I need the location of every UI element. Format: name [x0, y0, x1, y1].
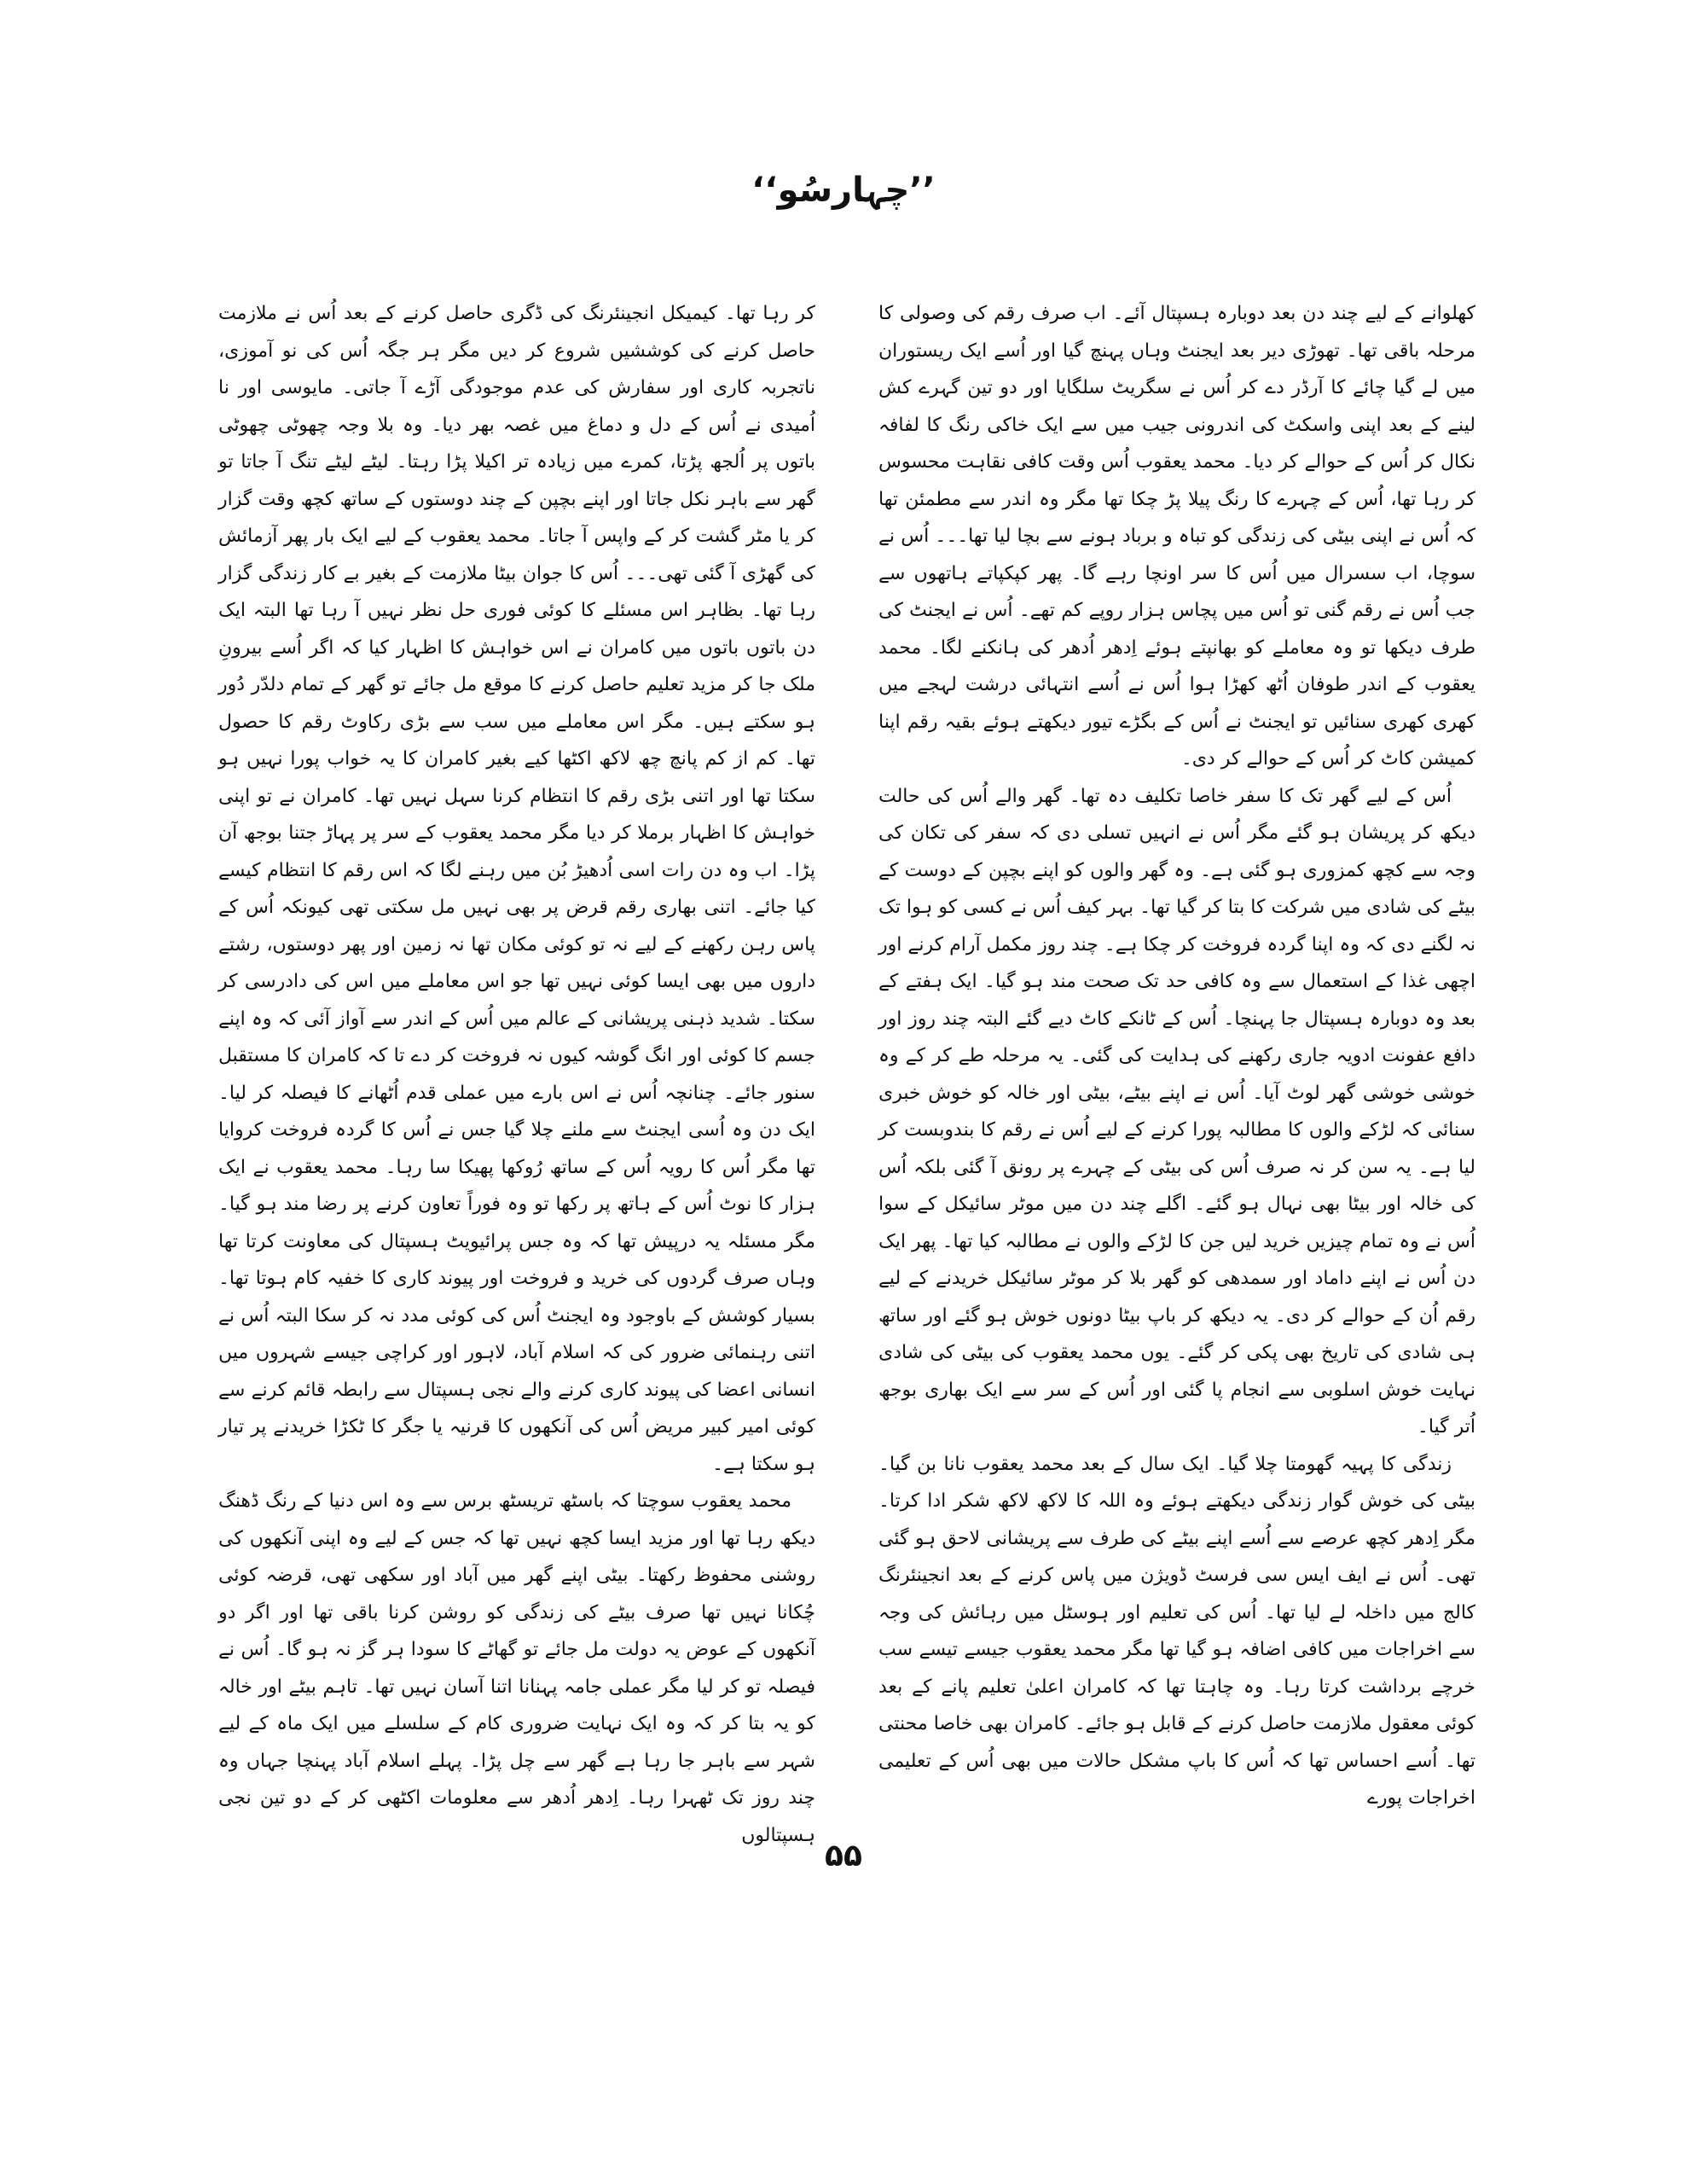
page-header — [0, 171, 1687, 210]
left-column — [218, 295, 815, 1846]
paragraph: اُس کے لیے گھر تک کا سفر خاصا تکلیف دہ تھا۔ گھر والے اُس کی حالت دیکھ کر پریشان ہو گئے مگر اُس نے انہیں تسلی دی کہ سفر کی تکان کی وجہ سے کچھ کمزوری ہو گئی ہے۔ وہ گھر والوں کو اپنے بچپن کے دوست کے بیٹے کی شادی میں شرکت کا بتا کر گیا تھا۔ بہر کیف اُس نے کسی کو ہوا تک نہ لگنے دی کہ وہ اپنا گردہ فروخت کر چکا ہے۔ چند روز مکمل آرام کرنے اور اچھی غذا کے استعمال سے وہ کافی حد تک صحت مند ہو گیا۔ ایک ہفتے کے بعد وہ دوبارہ ہسپتال جا پہنچا۔ اُس کے ٹانکے کاٹ دیے گئے البتہ چند روز اور دافع عفونت ادویہ جاری رکھنے کی ہدایت کی گئی۔ یہ مرحلہ طے کر کے وہ خوشی خوشی گھر لوٹ آیا۔ اُس نے اپنے بیٹے، بیٹی اور خالہ کو خوش خبری سنائی کہ لڑکے والوں کا مطالبہ پورا کرنے کے لیے اُس نے رقم کا بندوبست کر لیا ہے۔ یہ سن کر نہ صرف اُس کی بیٹی کے چہرے پر رونق آ گئی بلکہ اُس کی خالہ اور بیٹا بھی نہال ہو گئے۔ اگلے چند دن میں موٹر سائیکل کے سوا اُس نے وہ تمام چیزیں خرید لیں جن کا لڑکے والوں نے مطالبہ کیا تھا۔ پھر ایک دن اُس نے اپنے داماد اور سمدھی کو گھر بلا کر موٹر سائیکل خریدنے کے لیے رقم اُن کے حوالے کر دی۔ یہ دیکھ کر باپ بیٹا دونوں خوش ہو گئے اور ساتھ ہی شادی کی تاریخ بھی پکی کر گئے۔ یوں محمد یعقوب کی بیٹی کی شادی نہایت خوش اسلوبی سے انجام پا گئی اور اُس کے سر سے ایک بھاری بوجھ اُتر گیا۔ — [878, 785, 1475, 1438]
article-body — [218, 295, 1475, 1846]
paragraph: محمد یعقوب سوچتا کہ باسٹھ تریسٹھ برس سے وہ اس دنیا کے رنگ ڈھنگ دیکھ رہا تھا اور مزید ایسا کچھ نہیں تھا کہ جس کے لیے وہ اپنی آنکھوں کی روشنی محفوظ رکھتا۔ بیٹی اپنے گھر میں آباد اور سکھی تھی، قرضہ کوئی چُکانا نہیں تھا صرف بیٹے کی زندگی کو روشن کرنا باقی تھا اور اگر دو آنکھوں کے عوض یہ دولت مل جائے تو گھاٹے کا سودا ہر گز نہ ہو گا۔ اُس نے فیصلہ تو کر لیا مگر عملی جامہ پہنانا اتنا آسان نہیں تھا۔ تاہم بیٹے اور خالہ کو یہ بتا کر کہ وہ ایک نہایت ضروری کام کے سلسلے میں ایک ماہ کے لیے شہر سے باہر جا رہا ہے گھر سے چل پڑا۔ پہلے اسلام آباد پہنچا جہاں وہ چند روز تک ٹھہرا رہا۔ اِدھر اُدھر سے معلومات اکٹھی کر کے دو تین نجی ہسپتالوں — [218, 1490, 815, 1846]
paragraph: کر رہا تھا۔ کیمیکل انجینئرنگ کی ڈگری حاصل کرنے کے بعد اُس نے ملازمت حاصل کرنے کی کوششیں شروع کر دیں مگر ہر جگہ اُس کی نو آموزی، ناتجربہ کاری اور سفارش کی عدم موجودگی آڑے آ جاتی۔ مایوسی اور نا اُمیدی نے اُس کے دل و دماغ میں غصہ بھر دیا۔ وہ بلا وجہ چھوٹی چھوٹی باتوں پر اُلجھ پڑتا، کمرے میں زیادہ تر اکیلا پڑا رہتا۔ لیٹے لیٹے تنگ آ جاتا تو گھر سے باہر نکل جاتا اور اپنے بچپن کے چند دوستوں کے ساتھ کچھ وقت گزار کر یا مٹر گشت کر کے واپس آ جاتا۔ محمد یعقوب کے لیے ایک بار پھر آزمائش کی گھڑی آ گئی تھی۔۔۔ اُس کا جوان بیٹا ملازمت کے بغیر بے کار زندگی گزار رہا تھا۔ بظاہر اس مسئلے کا کوئی فوری حل نظر نہیں آ رہا تھا البتہ ایک دن باتوں باتوں میں کامران نے اس خواہش کا اظہار کیا کہ اگر اُسے بیرونِ ملک جا کر مزید تعلیم حاصل کرنے کا موقع مل جائے تو گھر کے تمام دلدّر دُور ہو سکتے ہیں۔ مگر اس معاملے میں سب سے بڑی رکاوٹ رقم کا حصول تھا۔ کم از کم پانچ چھ لاکھ اکٹھا کیے بغیر کامران کا یہ خواب پورا نہیں ہو سکتا تھا اور اتنی بڑی رقم کا انتظام کرنا سہل نہیں تھا۔ کامران نے تو اپنی خواہش کا اظہار برملا کر دیا مگر محمد یعقوب کے سر پر پہاڑ جتنا بوجھ آن پڑا۔ اب وہ دن رات اسی اُدھیڑ بُن میں رہنے لگا کہ اس رقم کا انتظام کیسے کیا جائے۔ اتنی بھاری رقم قرض پر بھی نہیں مل سکتی تھی کیونکہ اُس کے پاس رہن رکھنے کے لیے نہ تو کوئی مکان تھا نہ زمین اور پھر دوستوں، رشتے داروں میں بھی ایسا کوئی نہیں تھا جو اس معاملے میں اس کی دادرسی کر سکتا۔ شدید ذہنی پریشانی کے عالم میں اُس کے اندر سے آواز آئی کہ وہ اپنے جسم کا کوئی اور انگ گوشہ کیوں نہ فروخت کر دے تا کہ کامران کا مستقبل سنور جائے۔ چنانچہ اُس نے اس بارے میں عملی قدم اُٹھانے کا فیصلہ کر لیا۔ ایک دن وہ اُسی ایجنٹ سے ملنے چلا گیا جس نے اُس کا گردہ فروخت کروایا تھا مگر اُس کا رویہ اُس کے ساتھ رُوکھا پھیکا سا رہا۔ محمد یعقوب نے ایک ہزار کا نوٹ اُس کے ہاتھ پر رکھا تو وہ فوراً تعاون کرنے پر رضا مند ہو گیا۔ مگر مسئلہ یہ درپیش تھا کہ وہ جس پرائیویٹ ہسپتال کی معاونت کرتا تھا وہاں صرف گردوں کی خرید و فروخت اور پیوند کاری کا خفیہ کام ہوتا تھا۔ بسیار کوشش کے باوجود وہ ایجنٹ اُس کی کوئی مدد نہ کر سکا البتہ اُس نے اتنی رہنمائی ضرور کی کہ اسلام آباد، لاہور اور کراچی جیسے شہروں میں انسانی اعضا کی پیوند کاری کرنے والے نجی ہسپتال سے رابطہ قائم کرنے سے کوئی امیر کبیر مریض اُس کی آنکھوں کا قرنیہ یا جگر کا ٹکڑا خریدنے پر تیار ہو سکتا ہے۔ — [218, 303, 815, 1475]
page-number — [0, 1838, 1687, 1873]
right-column — [878, 295, 1475, 1822]
magazine-title: ’’چہارسُو‘‘ — [751, 171, 936, 210]
paragraph: زندگی کا پہیہ گھومتا چلا گیا۔ ایک سال کے بعد محمد یعقوب نانا بن گیا۔ بیٹی کی خوش گوار زندگی دیکھتے ہوئے وہ اللہ کا لاکھ لاکھ شکر ادا کرتا۔ مگر اِدھر کچھ عرصے سے اُسے اپنے بیٹے کی طرف سے پریشانی لاحق ہو گئی تھی۔ اُس نے ایف ایس سی فرسٹ ڈویژن میں پاس کرنے کے بعد انجینئرنگ کالج میں داخلہ لے لیا تھا۔ اُس کی تعلیم اور ہوسٹل میں رہائش کی وجہ سے اخراجات میں کافی اضافہ ہو گیا تھا مگر محمد یعقوب جیسے تیسے سب خرچے برداشت کرتا رہا۔ وہ چاہتا تھا کہ کامران اعلیٰ تعلیم پانے کے بعد کوئی معقول ملازمت حاصل کرنے کے قابل ہو جائے۔ کامران بھی خاصا محنتی تھا۔ اُسے احساس تھا کہ اُس کا باپ مشکل حالات میں بھی اُس کے تعلیمی اخراجات پورے — [878, 1453, 1475, 1809]
page-number-text: ۵۵ — [825, 1838, 862, 1873]
paragraph: کھلوانے کے لیے چند دن بعد دوبارہ ہسپتال آئے۔ اب صرف رقم کی وصولی کا مرحلہ باقی تھا۔ تھوڑی دیر بعد ایجنٹ وہاں پہنچ گیا اور اُسے ایک ریستوران میں لے گیا چائے کا آرڈر دے کر اُس نے سگریٹ سلگایا اور دو تین گہرے کش لینے کے بعد اپنی واسکٹ کی اندرونی جیب میں سے ایک خاکی رنگ کا لفافہ نکال کر اُس کے حوالے کر دیا۔ محمد یعقوب اُس وقت کافی نقاہت محسوس کر رہا تھا، اُس کے چہرے کا رنگ پیلا پڑ چکا تھا مگر وہ اندر سے مطمئن تھا کہ اُس نے اپنی بیٹی کی زندگی کو تباہ و برباد ہونے سے بچا لیا تھا۔۔۔ اُس نے سوچا، اب سسرال میں اُس کا سر اونچا رہے گا۔ پھر کپکپاتے ہاتھوں سے جب اُس نے رقم گنی تو اُس میں پچاس ہزار روپے کم تھے۔ اُس نے ایجنٹ کی طرف دیکھا تو وہ معاملے کو بھانپتے ہوئے اِدھر اُدھر کی ہانکنے لگا۔ محمد یعقوب کے اندر طوفان اُٹھ کھڑا ہوا اُس نے اُسے انتہائی درشت لہجے میں کھری کھری سنائیں تو ایجنٹ نے اُس کے بگڑے تیور دیکھتے ہوئے بقیہ رقم اپنا کمیشن کاٹ کر اُس کے حوالے کر دی۔ — [878, 303, 1475, 770]
